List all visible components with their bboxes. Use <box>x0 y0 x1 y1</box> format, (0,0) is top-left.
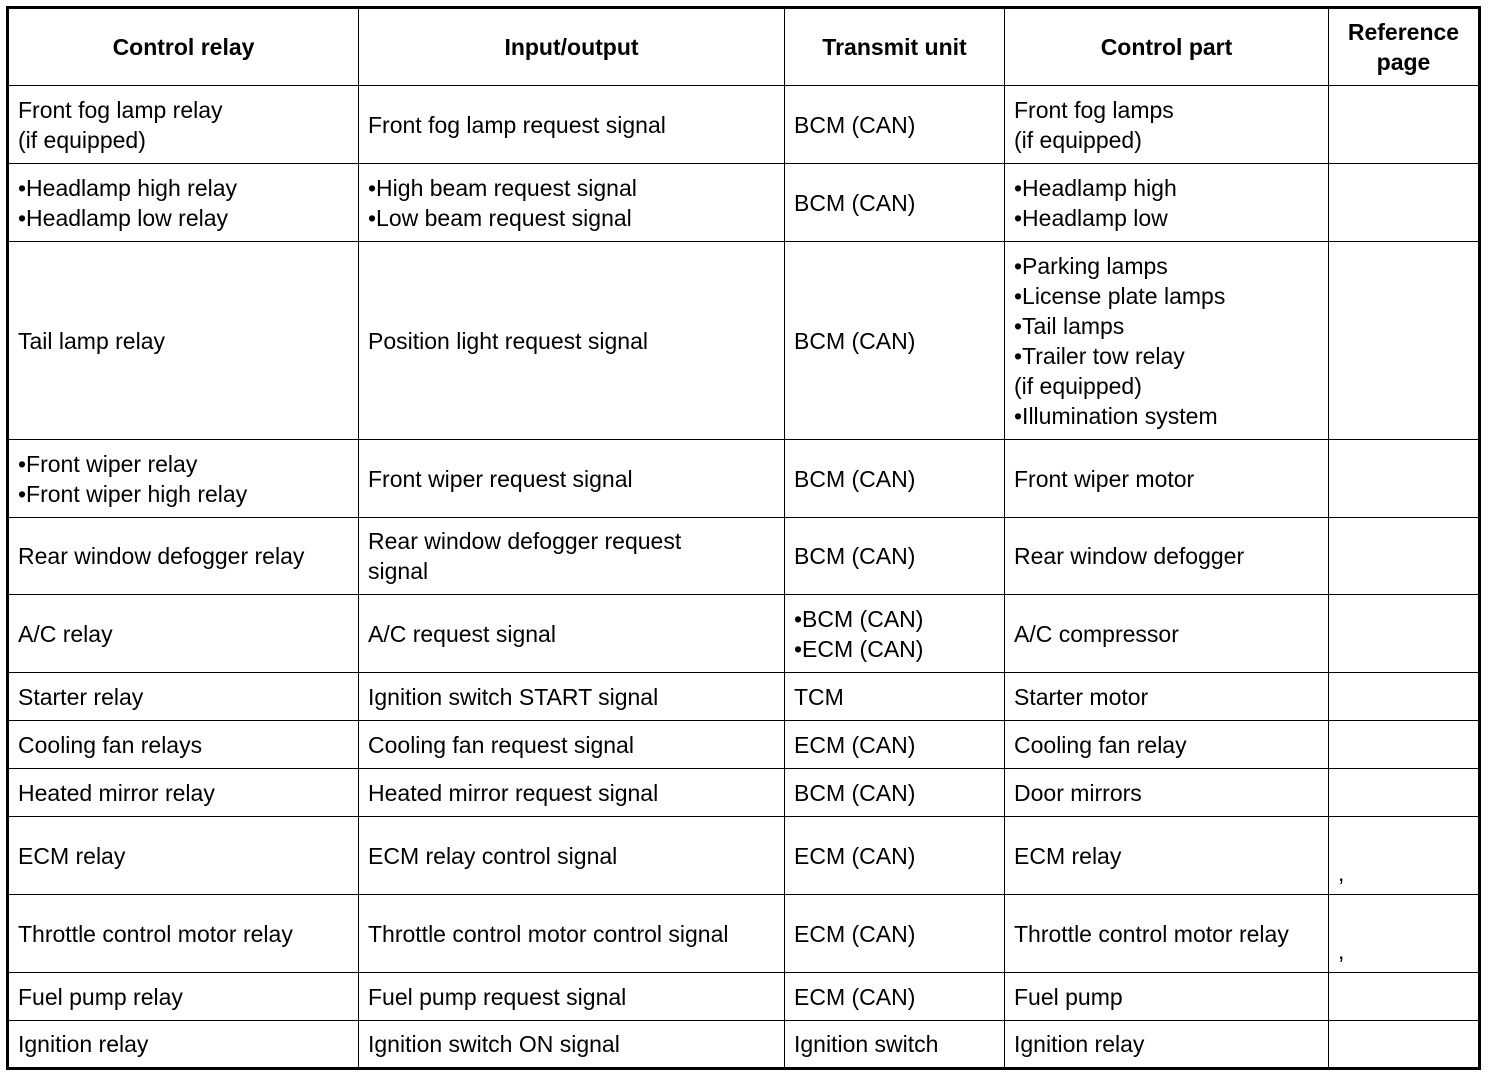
table-row <box>8 895 1480 973</box>
cell-control-part: Door mirrors <box>1005 769 1329 817</box>
cell-input-output: Fuel pump request signal <box>359 973 785 1021</box>
cell-control-part: •Parking lamps •License plate lamps •Tail lamps •Trailer tow relay (if equipped) •Illumination system <box>1005 242 1329 440</box>
cell-reference-page <box>1329 440 1480 518</box>
relay-table <box>6 6 1481 1070</box>
cell-reference-page <box>1329 1021 1480 1069</box>
cell-control-part: Front wiper motor <box>1005 440 1329 518</box>
table-row <box>8 518 1480 595</box>
cell-transmit-unit: ECM (CAN) <box>785 973 1005 1021</box>
cell-reference-page <box>1329 518 1480 595</box>
table-row <box>8 440 1480 518</box>
cell-reference-page <box>1329 721 1480 769</box>
cell-control-relay: A/C relay <box>8 595 359 673</box>
table-row <box>8 721 1480 769</box>
cell-input-output: Heated mirror request signal <box>359 769 785 817</box>
cell-control-part: Throttle control motor relay <box>1005 895 1329 973</box>
cell-transmit-unit: BCM (CAN) <box>785 164 1005 242</box>
table-row <box>8 973 1480 1021</box>
table-row <box>8 595 1480 673</box>
cell-control-relay: Fuel pump relay <box>8 973 359 1021</box>
table-row <box>8 242 1480 440</box>
cell-reference-page <box>1329 595 1480 673</box>
cell-reference-page <box>1329 769 1480 817</box>
cell-transmit-unit: •BCM (CAN) •ECM (CAN) <box>785 595 1005 673</box>
table-row <box>8 769 1480 817</box>
cell-transmit-unit: BCM (CAN) <box>785 518 1005 595</box>
cell-reference-page <box>1329 164 1480 242</box>
header-row <box>8 8 1480 86</box>
table-row <box>8 164 1480 242</box>
cell-input-output: Rear window defogger request signal <box>359 518 785 595</box>
cell-control-relay: Rear window defogger relay <box>8 518 359 595</box>
cell-control-part: Fuel pump <box>1005 973 1329 1021</box>
table-row <box>8 86 1480 164</box>
cell-control-relay: Ignition relay <box>8 1021 359 1069</box>
cell-reference-page: , <box>1329 895 1480 973</box>
cell-control-part: •Headlamp high •Headlamp low <box>1005 164 1329 242</box>
cell-input-output: Ignition switch START signal <box>359 673 785 721</box>
cell-control-relay: Starter relay <box>8 673 359 721</box>
cell-control-part: Cooling fan relay <box>1005 721 1329 769</box>
header-control-relay: Control relay <box>8 8 359 86</box>
cell-control-relay: Heated mirror relay <box>8 769 359 817</box>
header-reference-page: Reference page <box>1329 8 1480 86</box>
cell-control-part: ECM relay <box>1005 817 1329 895</box>
cell-control-part: A/C compressor <box>1005 595 1329 673</box>
header-control-part: Control part <box>1005 8 1329 86</box>
cell-reference-page: , <box>1329 817 1480 895</box>
cell-control-part: Rear window defogger <box>1005 518 1329 595</box>
cell-control-relay: ECM relay <box>8 817 359 895</box>
header-input-output: Input/output <box>359 8 785 86</box>
cell-control-relay: Throttle control motor relay <box>8 895 359 973</box>
table-row <box>8 673 1480 721</box>
cell-input-output: Throttle control motor control signal <box>359 895 785 973</box>
cell-input-output: Cooling fan request signal <box>359 721 785 769</box>
cell-reference-page <box>1329 673 1480 721</box>
cell-transmit-unit: BCM (CAN) <box>785 242 1005 440</box>
cell-transmit-unit: ECM (CAN) <box>785 895 1005 973</box>
cell-transmit-unit: BCM (CAN) <box>785 440 1005 518</box>
cell-control-part: Front fog lamps (if equipped) <box>1005 86 1329 164</box>
cell-input-output: Front fog lamp request signal <box>359 86 785 164</box>
cell-input-output: •High beam request signal •Low beam request signal <box>359 164 785 242</box>
cell-transmit-unit: BCM (CAN) <box>785 769 1005 817</box>
cell-control-relay: Front fog lamp relay (if equipped) <box>8 86 359 164</box>
cell-transmit-unit: ECM (CAN) <box>785 817 1005 895</box>
cell-control-part: Starter motor <box>1005 673 1329 721</box>
cell-input-output: ECM relay control signal <box>359 817 785 895</box>
cell-input-output: Front wiper request signal <box>359 440 785 518</box>
cell-input-output: Position light request signal <box>359 242 785 440</box>
cell-control-relay: Cooling fan relays <box>8 721 359 769</box>
cell-reference-page <box>1329 242 1480 440</box>
cell-input-output: A/C request signal <box>359 595 785 673</box>
cell-transmit-unit: ECM (CAN) <box>785 721 1005 769</box>
table-row <box>8 1021 1480 1069</box>
cell-reference-page <box>1329 86 1480 164</box>
cell-input-output: Ignition switch ON signal <box>359 1021 785 1069</box>
cell-reference-page <box>1329 973 1480 1021</box>
cell-transmit-unit: Ignition switch <box>785 1021 1005 1069</box>
cell-control-part: Ignition relay <box>1005 1021 1329 1069</box>
cell-transmit-unit: BCM (CAN) <box>785 86 1005 164</box>
table-row <box>8 817 1480 895</box>
cell-transmit-unit: TCM <box>785 673 1005 721</box>
header-transmit-unit: Transmit unit <box>785 8 1005 86</box>
cell-control-relay: •Headlamp high relay •Headlamp low relay <box>8 164 359 242</box>
cell-control-relay: Tail lamp relay <box>8 242 359 440</box>
cell-control-relay: •Front wiper relay •Front wiper high relay <box>8 440 359 518</box>
